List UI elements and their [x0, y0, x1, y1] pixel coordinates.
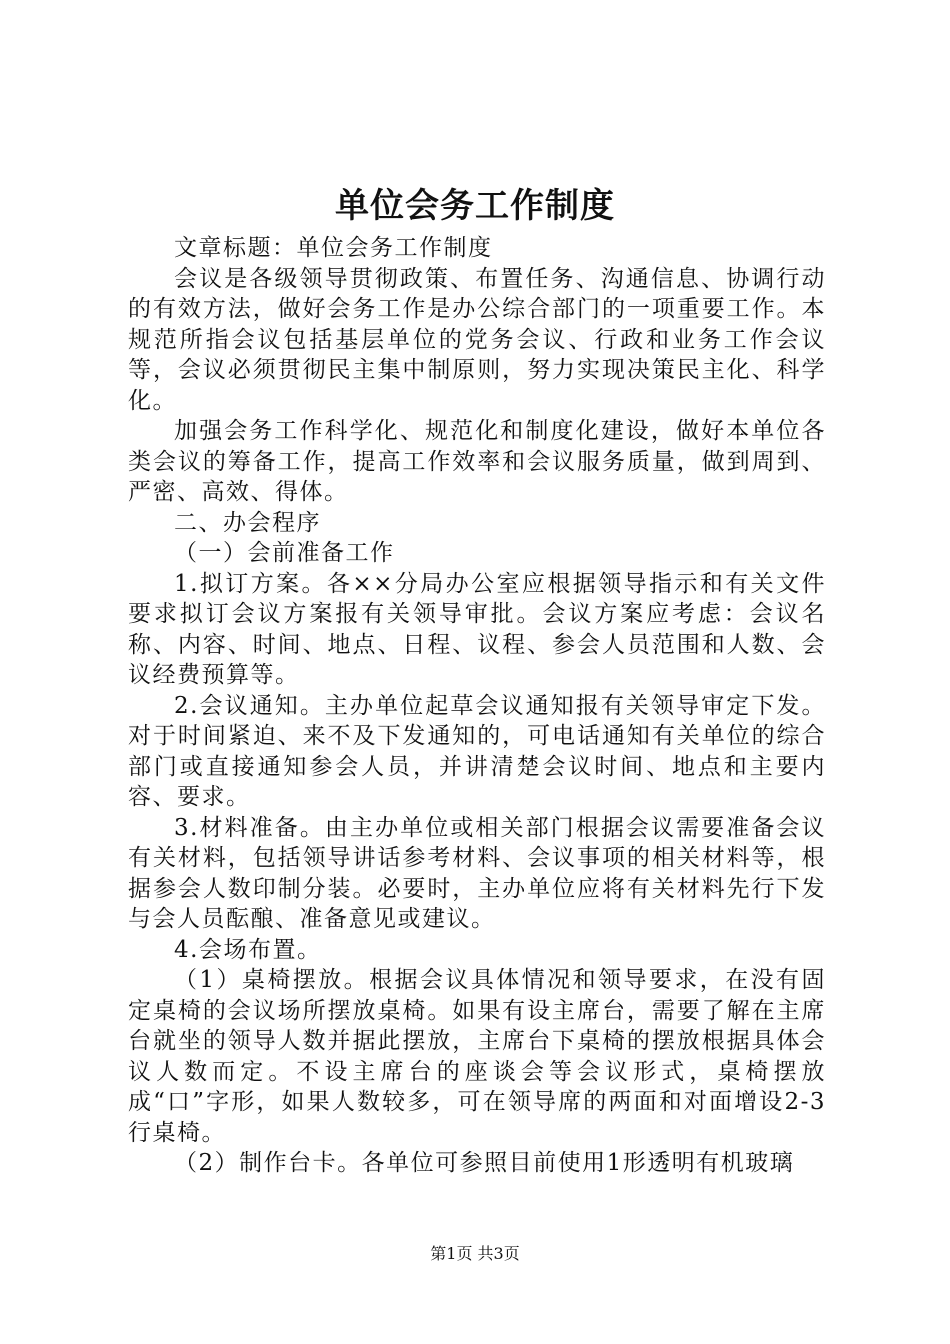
paragraph: （2）制作台卡。各单位可参照目前使用1形透明有机玻璃 [174, 1150, 795, 1176]
page-footer: 第1页 共3页 [430, 1244, 520, 1263]
section-heading: 二、办会程序 [174, 509, 321, 536]
paragraph: 4.会场布置。 [174, 936, 322, 963]
subsection-heading: （一）会前准备工作 [174, 540, 395, 566]
document-body [128, 233, 826, 1179]
paragraph: 2.会议通知。主办单位起草会议通知报有关领导审定下发。对于时间紧迫、来不及下发通知的，可电话通知有关单位的综合部门或直接通知参会人员，并讲清楚会议时间、地点和主要内容、要求。 [128, 692, 826, 810]
document-title: 单位会务工作制度 [335, 186, 615, 226]
paragraph: 会议是各级领导贯彻政策、布置任务、沟通信息、协调行动的有效方法，做好会务工作是办公综合部门的一项重要工作。本规范所指会议包括基层单位的党务会议、行政和业务工作会议等，会议必须贯彻民主集中制原则，努力实现决策民主化、科学化。 [128, 265, 826, 414]
paragraph: 3.材料准备。由主办单位或相关部门根据会议需要准备会议有关材料，包括领导讲话参考材料、会议事项的相关材料等，根据参会人数印制分装。必要时，主办单位应将有关材料先行下发与会人员酝酿、准备意见或建议。 [128, 814, 826, 932]
article-title-line: 文章标题：单位会务工作制度 [174, 235, 493, 261]
paragraph: 1.拟订方案。各××分局办公室应根据领导指示和有关文件要求拟订会议方案报有关领导审批。会议方案应考虑：会议名称、内容、时间、地点、日程、议程、参会人员范围和人数、会议经费预算等。 [128, 570, 826, 688]
paragraph: 加强会务工作科学化、规范化和制度化建设，做好本单位各类会议的筹备工作，提高工作效率和会议服务质量，做到周到、严密、高效、得体。 [128, 418, 826, 505]
paragraph: （1）桌椅摆放。根据会议具体情况和领导要求，在没有固定桌椅的会议场所摆放桌椅。如果有设主席台，需要了解在主席台就坐的领导人数并据此摆放，主席台下桌椅的摆放根据具体会议人数而定。不设主席台的座谈会等会议形式，桌椅摆放成“口”字形，如果人数较多，可在领导席的两面和对面增设2-3行桌椅。 [128, 967, 826, 1146]
